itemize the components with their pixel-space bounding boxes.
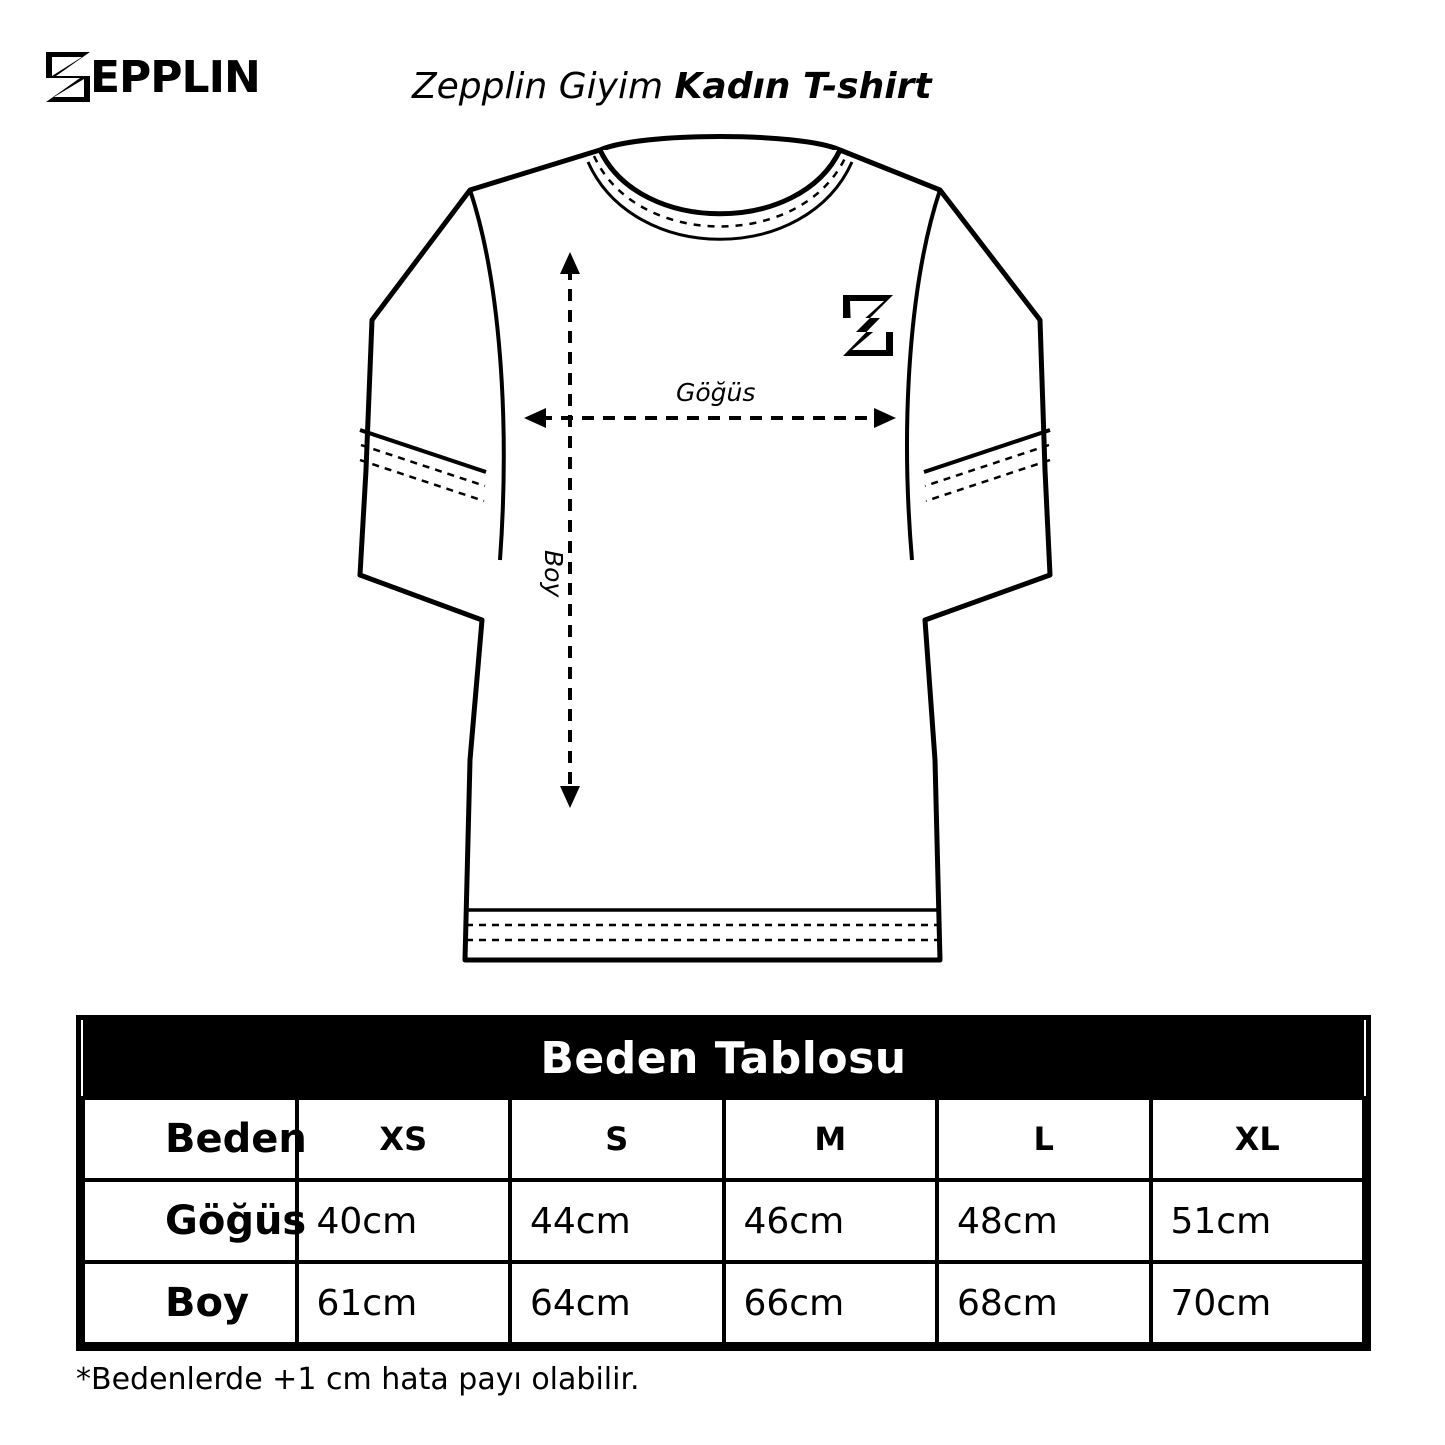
cell-gogus-xl: 51cm xyxy=(1151,1180,1365,1262)
row-label-boy: Boy xyxy=(83,1262,297,1344)
brand-wordmark: EPPLIN xyxy=(90,52,260,103)
table-title: Beden Tablosu xyxy=(83,1020,1364,1098)
page-title-light: Zepplin Giyim xyxy=(412,66,675,107)
table-header-row xyxy=(83,1098,1364,1180)
header-cell-xs: XS xyxy=(297,1098,511,1180)
cell-boy-m: 66cm xyxy=(724,1262,938,1344)
header-cell-xl: XL xyxy=(1151,1098,1365,1180)
page-title-bold: Kadın T-shirt xyxy=(674,66,932,107)
tshirt-illustration xyxy=(0,120,1445,1000)
row-label-gogus: Göğüs xyxy=(83,1180,297,1262)
cell-gogus-s: 44cm xyxy=(510,1180,724,1262)
cell-gogus-l: 48cm xyxy=(937,1180,1151,1262)
cell-gogus-m: 46cm xyxy=(724,1180,938,1262)
header-cell-beden: Beden xyxy=(83,1098,297,1180)
page-title xyxy=(412,66,932,107)
table-row xyxy=(83,1262,1364,1344)
zepplin-z-logo-icon xyxy=(42,48,94,106)
cell-boy-xl: 70cm xyxy=(1151,1262,1365,1344)
womens-tshirt-technical-drawing xyxy=(0,120,1445,1000)
cell-boy-xs: 61cm xyxy=(297,1262,511,1344)
footnote: *Bedenlerde +1 cm hata payı olabilir. xyxy=(76,1362,640,1397)
brand-logo xyxy=(42,48,272,106)
size-table xyxy=(81,1020,1366,1346)
header-cell-l: L xyxy=(937,1098,1151,1180)
size-table-container xyxy=(76,1015,1371,1351)
cell-gogus-xs: 40cm xyxy=(297,1180,511,1262)
length-label: Boy xyxy=(539,550,568,598)
header-cell-s: S xyxy=(510,1098,724,1180)
table-row xyxy=(83,1180,1364,1262)
table-title-row xyxy=(83,1020,1364,1098)
header-cell-m: M xyxy=(724,1098,938,1180)
chest-label: Göğüs xyxy=(676,378,756,407)
cell-boy-l: 68cm xyxy=(937,1262,1151,1344)
page-header xyxy=(0,0,1445,135)
cell-boy-s: 64cm xyxy=(510,1262,724,1344)
